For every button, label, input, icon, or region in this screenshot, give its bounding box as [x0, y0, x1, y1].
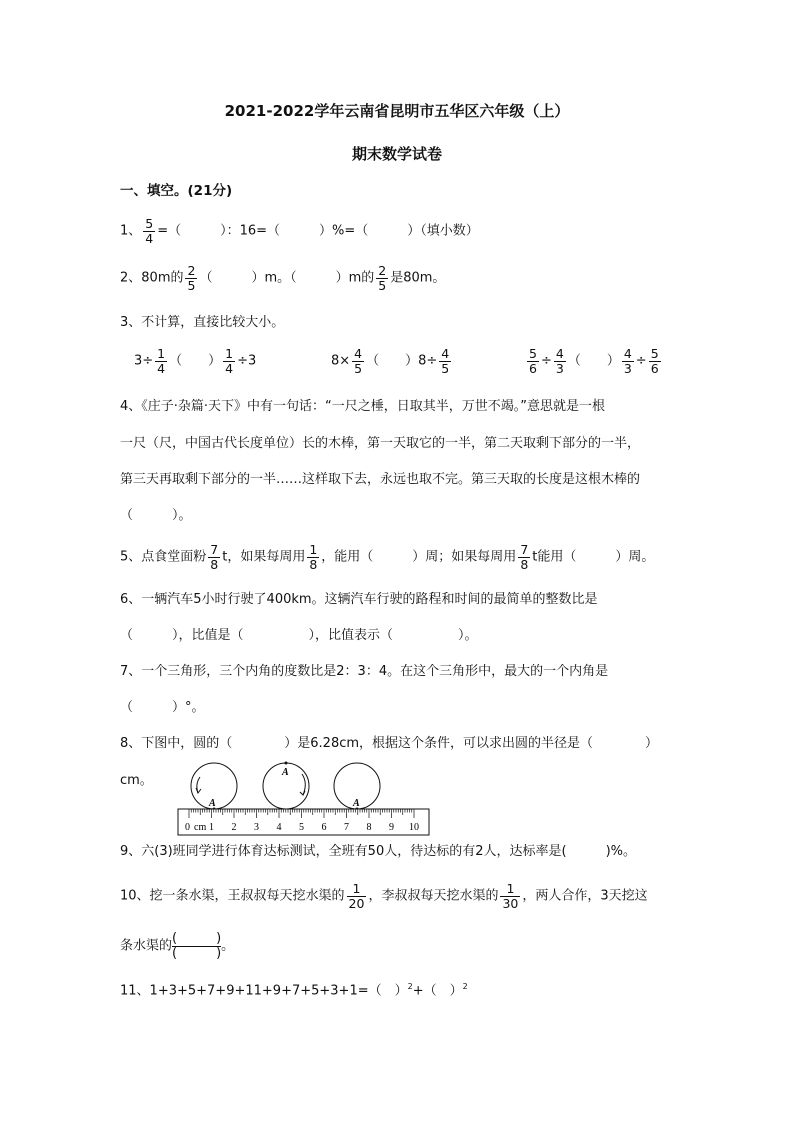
- arrow-head-icon: [300, 791, 305, 795]
- q8-line-2: cm。: [120, 773, 153, 788]
- q10-frac-2: [500, 882, 520, 911]
- denominator: 5: [354, 361, 363, 376]
- q10-text-b: ，李叔叔每天挖水渠的: [368, 888, 499, 904]
- q8-line-1: 8、下图中，圆的（ ）是6.28cm，根据这个条件，可以求出圆的半径是（ ）: [120, 736, 659, 751]
- ruler-zero: 0: [185, 822, 190, 833]
- ruler-label: 3: [254, 822, 259, 833]
- numerator: 2: [378, 263, 387, 278]
- q5-frac-2: [307, 543, 319, 572]
- point-a-top: [285, 762, 288, 765]
- q5-frac-3: [518, 543, 530, 572]
- question-9: 9、六(3)班同学进行体育达标测试，全班有50人，待达标的有2人，达标率是( )%。: [120, 844, 636, 859]
- page-title: 2021-2022学年云南省昆明市五华区六年级（上）: [224, 102, 570, 120]
- denominator: 6: [529, 361, 537, 376]
- question-3: 3、不计算，直接比较大小。: [120, 315, 285, 330]
- q5-text-b: t，如果每周用: [222, 549, 306, 565]
- q10-text-d: 条水渠的: [120, 938, 173, 954]
- question-11: [120, 977, 468, 1001]
- q11-text-a: 11、1+3+5+7+9+11+9+7+5+3+1=（ ）: [120, 983, 408, 999]
- question-5: [120, 543, 654, 572]
- denominator: 8: [210, 557, 219, 572]
- denominator: 30: [502, 896, 519, 911]
- q6-line-2: （ ），比值是（ ），比值表示（ ）。: [120, 628, 478, 643]
- q3-c-op: ÷: [540, 353, 552, 369]
- question-2: [120, 264, 445, 293]
- numerator: 7: [210, 542, 219, 557]
- denominator: 8: [309, 557, 318, 572]
- q3-b-frac2: [439, 347, 451, 376]
- numerator: 1: [506, 881, 515, 896]
- q10-line-2: [120, 932, 234, 961]
- answer-denominator: ( ): [172, 946, 222, 961]
- ruler-label: 6: [321, 822, 327, 833]
- ruler-label: 4: [276, 822, 282, 833]
- q3-a-frac: [155, 347, 167, 376]
- denominator: 8: [520, 557, 529, 572]
- q4-line-1: 4、《庄子·杂篇·天下》中有一句话：“一尺之棰，日取其半，万世不竭。”意思就是一根: [120, 399, 606, 414]
- label-a-1: A: [209, 798, 216, 809]
- q10-frac-1: [347, 882, 367, 911]
- ruler-label: 8: [366, 822, 372, 833]
- q3-c-frac4: [649, 347, 661, 376]
- question-1: [120, 217, 479, 246]
- numerator: 7: [520, 542, 529, 557]
- label-a-3: A: [353, 798, 360, 809]
- q1-number: 1、: [120, 223, 142, 239]
- page-subtitle: 期末数学试卷: [351, 145, 442, 163]
- numerator: 5: [650, 346, 659, 361]
- numerator: 4: [555, 346, 564, 361]
- denominator: 4: [157, 361, 166, 376]
- q11-exponent-1: 2: [407, 982, 413, 991]
- numerator: 1: [309, 542, 318, 557]
- numerator: 4: [354, 346, 363, 361]
- denominator: 4: [145, 231, 154, 246]
- q3-compare-a: [134, 347, 256, 376]
- denominator: 6: [650, 361, 659, 376]
- denominator: 5: [441, 361, 450, 376]
- q2-text-a: 2、80m的: [120, 270, 184, 286]
- q5-text-d: t能用（ ）周。: [532, 549, 655, 565]
- label-a-2: A: [282, 767, 289, 778]
- q10-text-c: ，两人合作，3天挖这: [522, 888, 648, 904]
- q3-b-frac: [352, 347, 364, 376]
- q10-text-e: 。: [221, 938, 235, 954]
- ruler-label: 2: [231, 822, 237, 833]
- denominator: 20: [348, 896, 365, 911]
- q6-line-1: 6、一辆汽车5小时行驶了400km。这辆汽车行驶的路程和时间的最简单的整数比是: [120, 592, 598, 607]
- q3-c-frac2: [554, 347, 566, 376]
- ruler-unit: cm: [194, 822, 207, 833]
- ruler-label: 9: [389, 822, 394, 833]
- q4-line-2: 一尺（尺，中国古代长度单位）长的木棒，第一天取它的一半，第二天取剩下部分的一半，: [120, 436, 641, 451]
- q3-a-frac2: [223, 347, 235, 376]
- q1-fraction: [143, 217, 155, 246]
- q3-b-text: 8×: [331, 353, 351, 369]
- ruler-label: 7: [344, 822, 349, 833]
- numerator: 1: [225, 346, 234, 361]
- q10-text-a: 10、挖一条水渠，王叔叔每天挖水渠的: [120, 888, 345, 904]
- numerator: 1: [157, 346, 166, 361]
- q3-c-op2: ÷: [635, 353, 647, 369]
- q2-fraction-2: [376, 264, 388, 293]
- denominator: 3: [623, 361, 632, 376]
- numerator: 1: [352, 881, 361, 896]
- circle-ruler-figure: [176, 757, 432, 839]
- denominator: 5: [187, 278, 196, 293]
- numerator: 4: [623, 346, 632, 361]
- arrow-head-icon: [196, 788, 201, 793]
- numerator: 2: [187, 263, 196, 278]
- ruler-label: 10: [409, 822, 419, 833]
- q11-exponent-2: 2: [462, 982, 468, 991]
- denominator: 5: [378, 278, 387, 293]
- q11-text-b: +（ ）: [412, 983, 463, 999]
- ruler-label: 1: [209, 822, 214, 833]
- answer-numerator: ( ): [172, 931, 222, 946]
- q4-line-3: 第三天再取剩下部分的一半……这样取下去，永远也取不完。第三天取的长度是这根木棒的: [120, 472, 641, 487]
- q2-text-b: （ ）m。（ ）m的: [199, 270, 375, 286]
- q3-compare-b: [331, 347, 453, 376]
- q3-c-blank: （ ）: [567, 353, 620, 369]
- denominator: 4: [225, 361, 234, 376]
- q4-line-4: （ ）。: [120, 508, 192, 523]
- numerator: 4: [441, 346, 450, 361]
- q7-line-2: （ ）°。: [120, 700, 205, 715]
- section-heading: 一、填空。(21分): [120, 183, 233, 199]
- q2-fraction-1: [185, 264, 197, 293]
- denominator: 3: [555, 361, 564, 376]
- numerator: 5: [529, 346, 537, 361]
- q5-text-a: 5、点食堂面粉: [120, 549, 207, 565]
- q10-answer-fraction: [172, 932, 221, 961]
- q3-b-blank: （ ）8÷: [366, 353, 438, 369]
- q2-text-c: 是80m。: [390, 270, 446, 286]
- q3-a-text2: ÷3: [237, 353, 257, 369]
- q3-compare-c: [525, 347, 663, 376]
- ruler-label: 5: [299, 822, 304, 833]
- q5-text-c: ，能用（ ）周；如果每周用: [321, 549, 517, 565]
- q7-line-1: 7、一个三角形，三个内角的度数比是2：3：4。在这个三角形中，最大的一个内角是: [120, 664, 609, 679]
- q3-c-frac3: [622, 347, 634, 376]
- q3-a-text: 3÷: [134, 353, 154, 369]
- q5-frac-1: [208, 543, 220, 572]
- q3-a-blank: （ ）: [169, 353, 222, 369]
- q3-c-frac1: [527, 347, 539, 376]
- question-10: [120, 882, 648, 911]
- q1-text: =（ ）：16=（ ）%=（ ）（填小数）: [157, 223, 479, 239]
- numerator: 5: [145, 216, 154, 231]
